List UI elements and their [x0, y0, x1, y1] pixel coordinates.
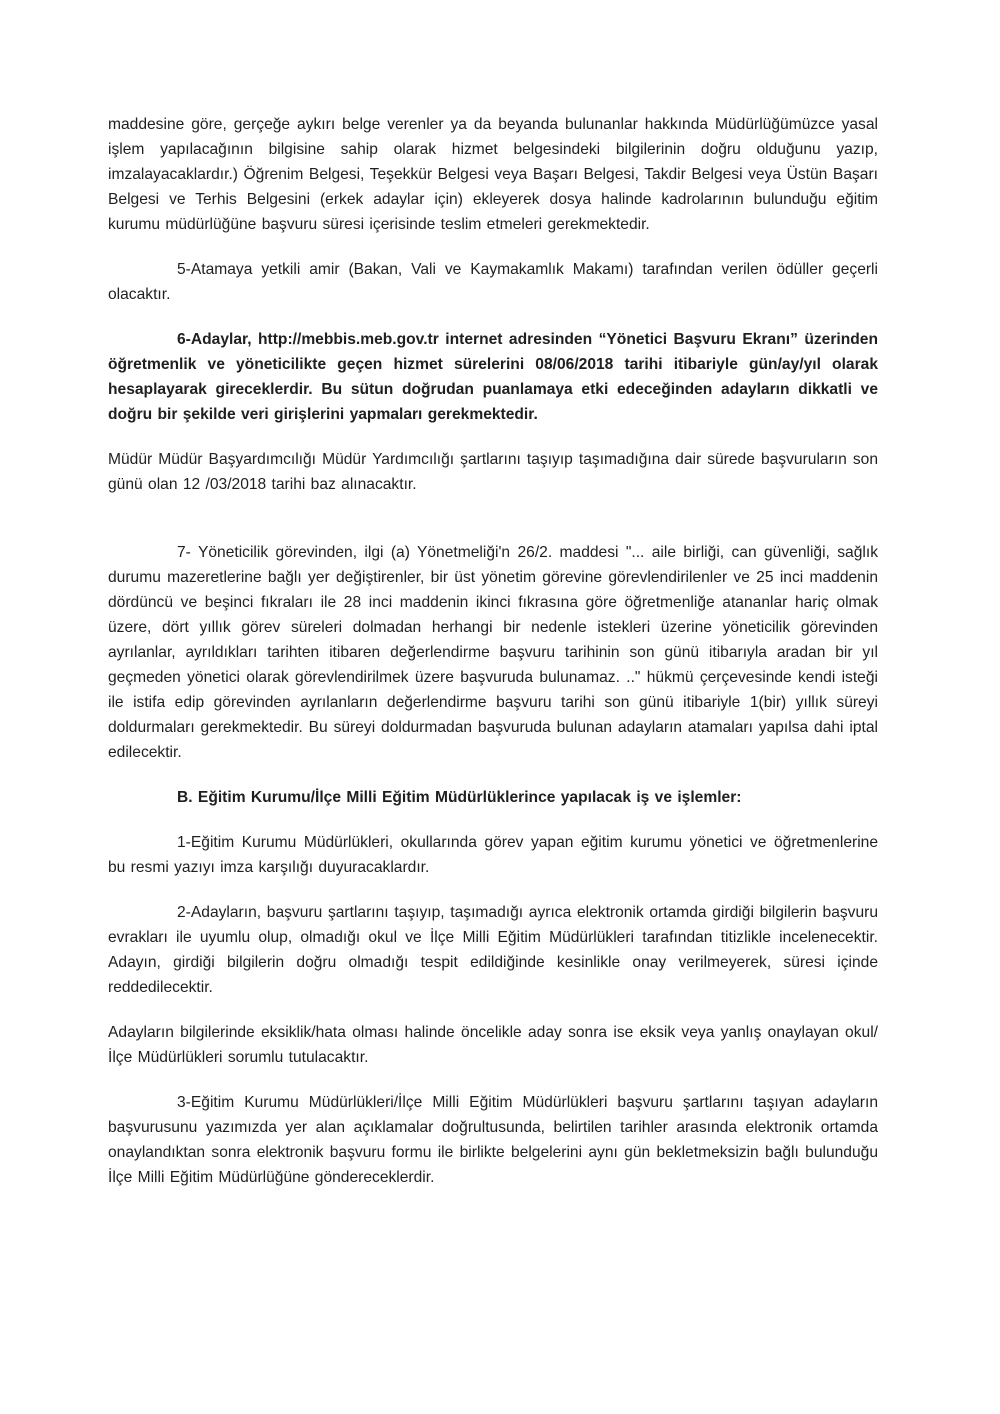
paragraph-continuation: maddesine göre, gerçeğe aykırı belge verenler ya da beyanda bulunanlar hakkında Müdürlüğümüzce yasal işlem yapılacağının bilgisine sahip olarak hizmet belgesindeki bilgilerinin doğru olduğunu yazıp, imzalayacaklardır.) Öğrenim Belgesi, Teşekkür Belgesi veya Başarı Belgesi, Takdir Belgesi veya Üstün Başarı Belgesi ve Terhis Belgesini (erkek adaylar için) ekleyerek dosya halinde kadrolarının bulunduğu eğitim kurumu müdürlüğüne başvuru süresi içerisinde teslim etmeleri gerekmektedir.: [108, 116, 878, 233]
paragraph-item-5: 5-Atamaya yetkili amir (Bakan, Vali ve Kaymakamlık Makamı) tarafından verilen ödüller geçerli olacaktır.: [108, 261, 878, 303]
paragraph-b-item-2: 2-Adayların, başvuru şartlarını taşıyıp, taşımadığı ayrıca elektronik ortamda girdiği bilgilerin başvuru evrakları ile uyumlu olup, olmadığı okul ve İlçe Milli Eğitim Müdürlükleri tarafından titizlikle incelenecektir. Adayın, girdiği bilgilerin doğru olmadığı tespit edildiğinde kesinlikle onay verilmeyerek, süresi içinde reddedilecektir.: [108, 904, 878, 996]
paragraph-item-7: 7- Yöneticilik görevinden, ilgi (a) Yönetmeliği'n 26/2. maddesi "... aile birliği, can güvenliği, sağlık durumu mazeretlerine bağlı yer değiştirenler, bir üst yönetim görevine görevlendirilenler ve 25 inci maddenin dördüncü ve beşinci fıkraları ile 28 inci maddenin ikinci fıkrasına göre öğretmenliğe atananlar hariç olmak üzere, dört yıllık görev süreleri dolmadan herhangi bir nedenle istekleri üzerine yöneticilik görevinden ayrılanlar, ayrıldıkları tarihten itibaren değerlendirme başvuru tarihinin son günü itibarıyla aradan bir yıl geçmeden yönetici olarak görevlendirilmek üzere başvuruda bulunamaz. .." hükmü çerçevesinde kendi isteği ile istifa edip görevinden ayrılanların değerlendirme başvuru tarihi son günü itibariyle 1(bir) yıllık süreyi doldurmaları gerekmektedir. Bu süreyi doldurmadan başvuruda bulunan adayların atamaları yapılsa dahi iptal edilecektir.: [108, 544, 878, 761]
paragraph-liability-note: Adayların bilgilerinde eksiklik/hata olması halinde öncelikle aday sonra ise eksik veya yanlış onaylayan okul/İlçe Müdürlükleri sorumlu tutulacaktır.: [108, 1024, 878, 1066]
paragraph-item-6: 6-Adaylar, http://mebbis.meb.gov.tr internet adresinden “Yönetici Başvuru Ekranı” üzerinden öğretmenlik ve yöneticilikte geçen hizmet sürelerini 08/06/2018 tarihi itibariyle gün/ay/yıl olarak hesaplayarak gireceklerdir. Bu sütun doğrudan puanlamaya etki edeceğinden adayların dikkatli ve doğru bir şekilde veri girişlerini yapmaları gerekmektedir.: [108, 331, 878, 423]
paragraph-b-item-1: 1-Eğitim Kurumu Müdürlükleri, okullarında görev yapan eğitim kurumu yönetici ve öğretmenlerine bu resmi yazıyı imza karşılığı duyuracaklardır.: [108, 834, 878, 876]
paragraph-b-item-3: 3-Eğitim Kurumu Müdürlükleri/İlçe Milli Eğitim Müdürlükleri başvuru şartlarını taşıyan adayların başvurusunu yazımızda yer alan açıklamalar doğrultusunda, belirtilen tarihler arasında elektronik ortamda onaylandıktan sonra elektronik başvuru formu ile birlikte belgelerini aynı gün bekletmeksizin bağlı bulunduğu İlçe Milli Eğitim Müdürlüğüne göndereceklerdir.: [108, 1094, 878, 1186]
paragraph-deadline-note: Müdür Müdür Başyardımcılığı Müdür Yardımcılığı şartlarını taşıyıp taşımadığına dair sürede başvuruların son günü olan 12 /03/2018 tarihi baz alınacaktır.: [108, 451, 878, 493]
section-heading-b: B. Eğitim Kurumu/İlçe Milli Eğitim Müdürlüklerince yapılacak iş ve işlemler:: [177, 789, 742, 806]
